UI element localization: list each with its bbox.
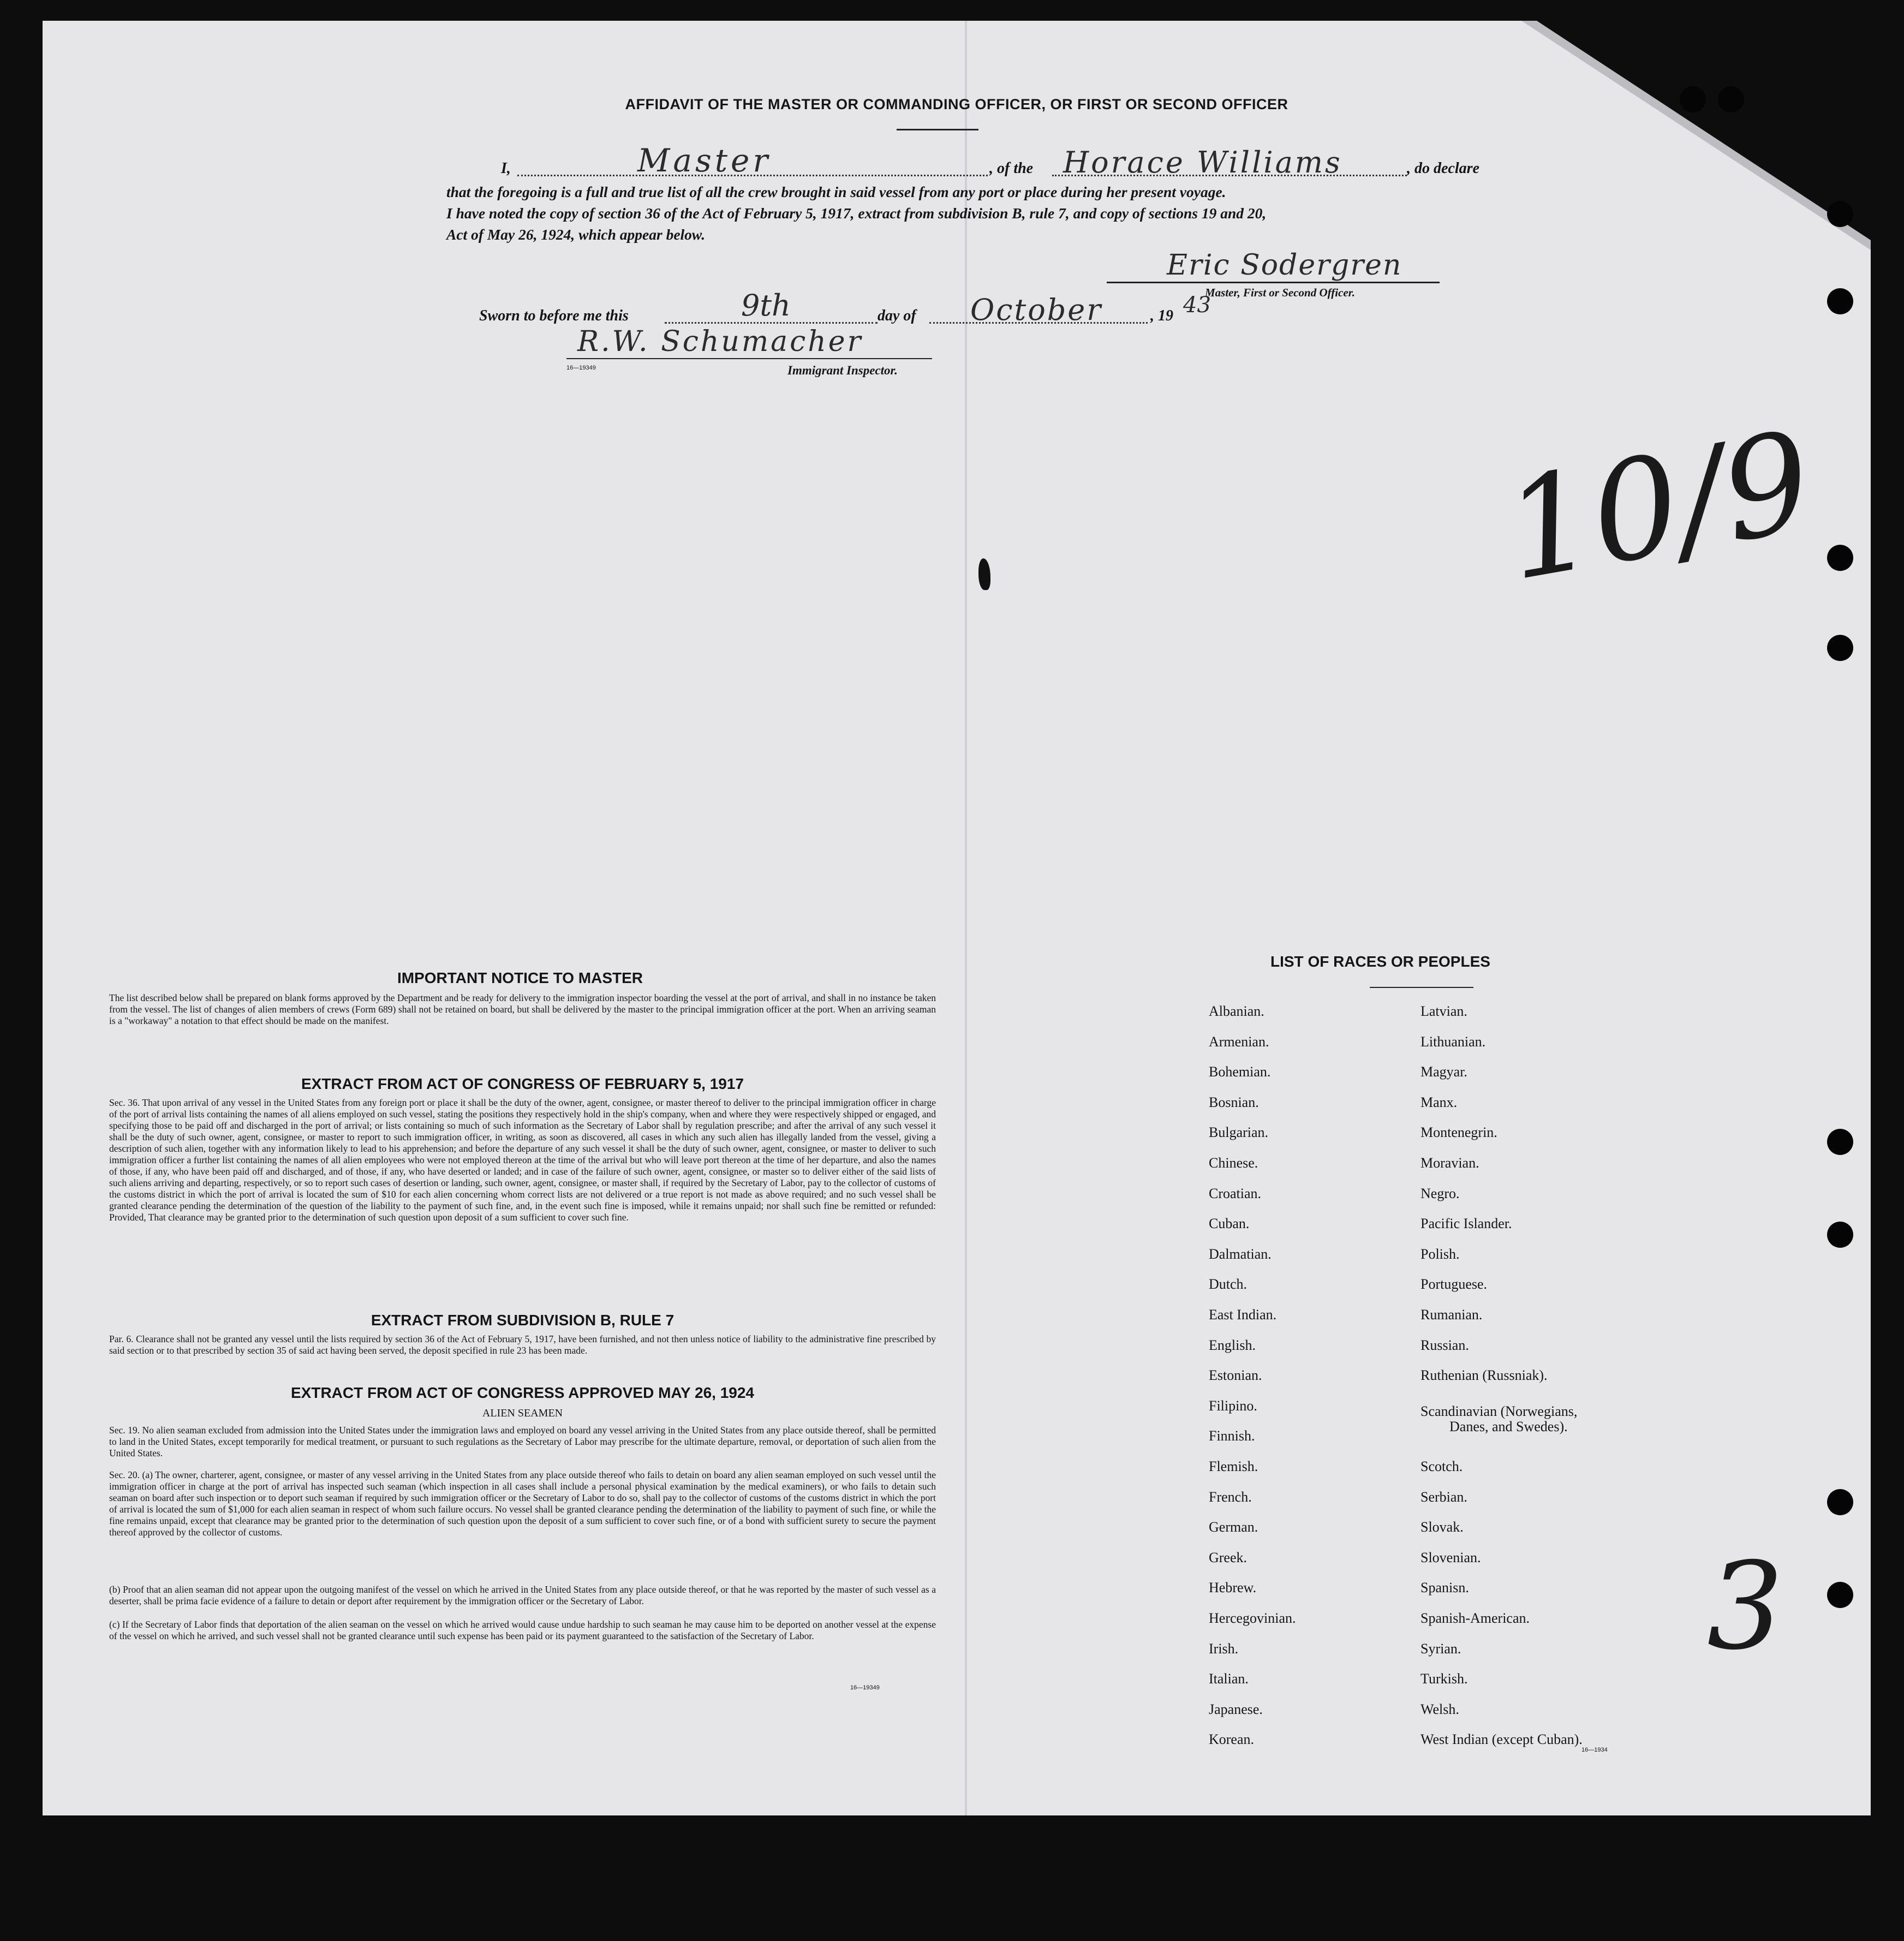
affidavit-line-4: Act of May 26, 1924, which appear below. bbox=[446, 226, 706, 243]
race-item: Greek. bbox=[1209, 1549, 1248, 1565]
notice-title: IMPORTANT NOTICE TO MASTER bbox=[397, 969, 643, 986]
race-item: Spanish-American. bbox=[1420, 1610, 1530, 1626]
signature-rule bbox=[1107, 282, 1440, 283]
race-item: Finnish. bbox=[1209, 1428, 1255, 1444]
race-item: French. bbox=[1209, 1489, 1252, 1505]
race-item: Russian. bbox=[1420, 1337, 1469, 1353]
sworn-prefix: Sworn to before me this bbox=[479, 307, 629, 324]
name-handwritten: Master bbox=[637, 142, 772, 179]
extract-1924-subtitle: ALIEN SEAMEN bbox=[482, 1407, 563, 1419]
affidavit-form-number: 16—19349 bbox=[566, 365, 596, 371]
race-item: Hercegovinian. bbox=[1209, 1610, 1296, 1626]
race-item: Bohemian. bbox=[1209, 1064, 1271, 1080]
inspector-signature: R.W. Schumacher bbox=[577, 325, 863, 358]
affidavit-line-3: I have noted the copy of section 36 of the Act of February 5, 1917, extract from subdivision B, rule 7, and copy of sections 19 and 20, bbox=[446, 205, 1267, 222]
extract-rule7-title: EXTRACT FROM SUBDIVISION B, RULE 7 bbox=[371, 1312, 675, 1329]
extract-1924-sec20b: (b) Proof that an alien seaman did not appear upon the outgoing manifest of the vessel on which he arrived in the United States from any place outside thereof, or that he was reported by the master of such vessel as a deserter, shall be prima facie evidence of a failure to detain or deport after requirement by the immigration officer or the Secretary of Labor. bbox=[109, 1584, 936, 1606]
master-label: Master, First or Second Officer. bbox=[1205, 286, 1355, 299]
page-fold bbox=[965, 21, 967, 1815]
race-item: Slovak. bbox=[1420, 1519, 1464, 1535]
race-item: Danes, and Swedes). bbox=[1449, 1418, 1568, 1434]
ink-blot bbox=[978, 558, 990, 590]
extract-1924-title: EXTRACT FROM ACT OF CONGRESS APPROVED MAY 26, 1924 bbox=[291, 1384, 754, 1401]
race-item: Moravian. bbox=[1420, 1155, 1479, 1171]
punch-hole bbox=[1827, 1489, 1853, 1515]
race-item: Scandinavian (Norwegians, bbox=[1420, 1403, 1578, 1419]
extract-1917-text: Sec. 36. That upon arrival of any vessel in the United States from any foreign port or place it shall be the duty of the owner, agent, consignee, or master thereof to deliver to the principal immigration officer in charge of the port of arrival lists containing the names of all aliens employed on such vessel, stating the positions they respectively hold in the ship's company, when and where they were respectively shipped or engaged, and specifying those to be paid off and discharged in the port of arrival; or lists containing so much of such information as the Secretary of Labor shall by regulation prescribe; and after the arrival of any such vessel it shall be the duty of such owner, agent, consignee, or master to report to such immigration officer, in writing, as soon as discovered, all cases in which any such alien has illegally landed from the vessel, giving a description of such alien, together with any information likely to lead to his apprehension; and before the departure of any such vessel it shall be the duty of such owner, agent, consignee, or master to deliver to such immigration officer a further list containing the names of all alien employees who were not employed thereon at the time of the arrival but who will leave port thereon at the time of her departure, and also the names of those, if any, who have been paid off and discharged, and of those, if any, who have deserted or landed; and in case of the failure of such owner, agent, consignee, or master so to deliver either of the said lists of such aliens arriving and departing, respectively, or so to report such cases of desertion or landing, such owner, agent, consignee, or master shall, if required by the Secretary of Labor, pay to the collector of customs of the customs district in which the port of arrival is located the sum of $10 for each alien concerning whom correct lists are not delivered or a true report is not made as above required; and no such vessel shall be granted clearance pending the determination of the question of the liability to the payment of such fine, and, in the event such fine is imposed, while it remains unpaid; nor shall such fine be remitted or refunded: Provided, That clearance may be granted prior to the determination of such question upon deposit of a sum sufficient to cover such fine. bbox=[109, 1097, 936, 1223]
race-item: Spanisn. bbox=[1420, 1580, 1469, 1596]
races-title: LIST OF RACES OR PEOPLES bbox=[1270, 953, 1490, 970]
race-item: Chinese. bbox=[1209, 1155, 1258, 1171]
race-item: Irish. bbox=[1209, 1640, 1239, 1657]
notice-text: The list described below shall be prepared on blank forms approved by the Department and be ready for delivery to the immigration inspector boarding the vessel at the port of arrival, and shall in no instance be taken from the vessel. The list of changes of alien members of crews (Form 689) shall not be retained on board, but shall be delivered by the master to the principal immigration officer at the port. When an arriving seaman is a "workaway" a notation to that effect should be made on the manifest. bbox=[109, 992, 936, 1026]
punch-hole bbox=[1827, 1582, 1853, 1608]
year-suffix: 43 bbox=[1183, 293, 1211, 318]
affidavit-title: AFFIDAVIT OF THE MASTER OR COMMANDING OFFICER, OR FIRST OR SECOND OFFICER bbox=[625, 96, 1288, 112]
race-item: Turkish. bbox=[1420, 1671, 1468, 1687]
inspector-rule bbox=[566, 358, 932, 359]
master-signature: Eric Sodergren bbox=[1167, 249, 1402, 282]
race-item: German. bbox=[1209, 1519, 1258, 1535]
race-item: Filipino. bbox=[1209, 1397, 1257, 1414]
extract-form-number: 16—19349 bbox=[850, 1684, 880, 1691]
race-item: Bulgarian. bbox=[1209, 1124, 1269, 1141]
race-item: Manx. bbox=[1420, 1094, 1458, 1110]
do-declare-label: , do declare bbox=[1407, 160, 1479, 177]
extract-1917-title: EXTRACT FROM ACT OF CONGRESS OF FEBRUARY 5, 1917 bbox=[301, 1075, 744, 1092]
affidavit-i: I, bbox=[501, 160, 511, 177]
race-item: Scotch. bbox=[1420, 1458, 1463, 1474]
race-item: Armenian. bbox=[1209, 1033, 1269, 1050]
extract-rule7-text: Par. 6. Clearance shall not be granted any vessel until the lists required by section 36 of the Act of February 5, 1917, have been furnished, and not then unless notice of liability to the administrative fine prescribed by said section or to that prescribed by section 35 of said act having been served, the deposit specified in rule 23 has been made. bbox=[109, 1333, 936, 1356]
race-item: Welsh. bbox=[1420, 1701, 1459, 1717]
race-item: Ruthenian (Russniak). bbox=[1420, 1367, 1548, 1384]
race-item: Hebrew. bbox=[1209, 1580, 1257, 1596]
races-form-number: 16—1934 bbox=[1581, 1747, 1608, 1753]
race-item: Slovenian. bbox=[1420, 1549, 1481, 1565]
document-page bbox=[43, 21, 1871, 1815]
punch-hole bbox=[1827, 635, 1853, 661]
race-item: Albanian. bbox=[1209, 1003, 1264, 1019]
race-item: English. bbox=[1209, 1337, 1256, 1353]
race-item: Serbian. bbox=[1420, 1489, 1467, 1505]
race-item: Japanese. bbox=[1209, 1701, 1263, 1717]
race-item: Negro. bbox=[1420, 1185, 1460, 1201]
race-item: Bosnian. bbox=[1209, 1094, 1259, 1110]
race-item: Syrian. bbox=[1420, 1640, 1461, 1657]
year-prefix: , 19 bbox=[1150, 307, 1173, 324]
race-item: Cuban. bbox=[1209, 1216, 1250, 1232]
race-item: Flemish. bbox=[1209, 1458, 1258, 1474]
torn-corner bbox=[1537, 21, 1871, 240]
extract-1924-sec20c: (c) If the Secretary of Labor finds that deportation of the alien seaman on the vessel on which he arrived would cause undue hardship to such seaman he may cause him to be deported on another vessel at the expense of the vessel on which he arrived, and such vessel shall not be granted clearance until such expense has been paid or its payment guaranteed to the satisfaction of the Secretary of Labor. bbox=[109, 1619, 936, 1641]
punch-hole bbox=[1827, 545, 1853, 571]
inspector-label: Immigrant Inspector. bbox=[787, 364, 898, 377]
day-of-label: day of bbox=[878, 307, 916, 324]
race-item: Montenegrin. bbox=[1420, 1124, 1497, 1141]
punch-hole bbox=[1827, 288, 1853, 314]
of-the-label: , of the bbox=[989, 160, 1034, 177]
vessel-handwritten: Horace Williams bbox=[1063, 145, 1342, 180]
sworn-day: 9th bbox=[741, 288, 791, 323]
race-item: Lithuanian. bbox=[1420, 1033, 1486, 1050]
race-item: Dutch. bbox=[1209, 1276, 1248, 1293]
race-item: West Indian (except Cuban). bbox=[1420, 1731, 1583, 1748]
race-item: Italian. bbox=[1209, 1671, 1249, 1687]
race-item: Croatian. bbox=[1209, 1185, 1262, 1201]
race-item: Polish. bbox=[1420, 1246, 1460, 1262]
race-item: East Indian. bbox=[1209, 1307, 1277, 1323]
affidavit-line-2: that the foregoing is a full and true list of all the crew brought in said vessel from any port or place during her present voyage. bbox=[446, 183, 1226, 200]
race-item: Pacific Islander. bbox=[1420, 1216, 1512, 1232]
race-item: Magyar. bbox=[1420, 1064, 1467, 1080]
race-item: Korean. bbox=[1209, 1731, 1255, 1748]
races-rule bbox=[1370, 987, 1473, 988]
punch-hole bbox=[1827, 1129, 1853, 1155]
race-item: Estonian. bbox=[1209, 1367, 1262, 1384]
race-item: Portuguese. bbox=[1420, 1276, 1488, 1293]
sworn-month: October bbox=[970, 293, 1103, 327]
race-item: Latvian. bbox=[1420, 1003, 1467, 1019]
punch-hole bbox=[1827, 201, 1853, 227]
race-item: Dalmatian. bbox=[1209, 1246, 1272, 1262]
page-number-annotation: 3 bbox=[1707, 1537, 1783, 1676]
date-annotation: 10/9 bbox=[1493, 401, 1823, 611]
extract-1924-sec20a: Sec. 20. (a) The owner, charterer, agent, consignee, or master of any vessel arriving in the United States from any place outside thereof who fails to detain on board any alien seaman employed on such vessel until the immigration officer in charge at the port of arrival has inspected such seaman (which inspection in all cases shall include a personal physical examination by the medical examiners), or who fails to detain such seaman on board after such inspection or to deport such seaman if required by such immigration officer or the Secretary of Labor to do so, shall pay to the collector of customs of the customs district in which the port of arrival is located the sum of $1,000 for each alien seaman in respect of whom such failure occurs. No vessel shall be granted clearance pending the determination of the liability to payment of such fine, or while the fine remains unpaid, except that clearance may be granted prior to the determination of such question upon the deposit of a sum sufficient to cover such fine, or of a bond with sufficient surety to secure the payment thereof approved by the collector of customs. bbox=[109, 1469, 936, 1538]
punch-hole bbox=[1827, 1222, 1853, 1248]
race-item: Rumanian. bbox=[1420, 1307, 1483, 1323]
extract-1924-sec19: Sec. 19. No alien seaman excluded from admission into the United States under the immigration laws and employed on board any vessel arriving in the United States from any place outside thereof, shall be permitted to land in the United States, except temporarily for medical treatment, or pursuant to such regulations as the Secretary of Labor may prescribe for the ultimate departure, removal, or deportation of such alien from the United States. bbox=[109, 1425, 936, 1458]
title-rule bbox=[897, 129, 978, 130]
